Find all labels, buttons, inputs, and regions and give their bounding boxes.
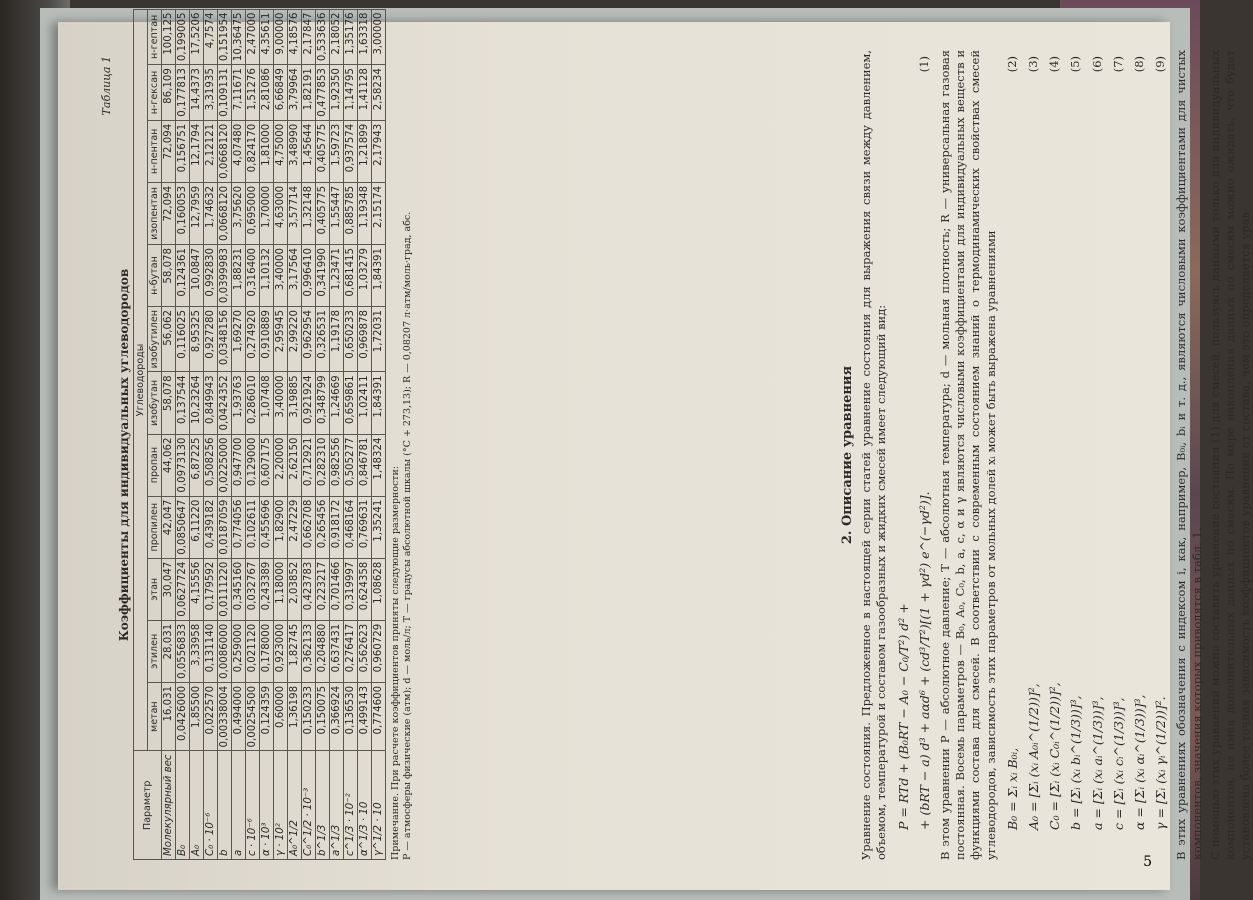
table-row: [260, 9, 274, 859]
param-cell: α^1/3 · 10: [358, 751, 372, 860]
table-inner: [100, 12, 830, 860]
value-cell: 0,494000: [232, 682, 246, 751]
value-cell: 0,774056: [232, 496, 246, 558]
value-cell: 0,341990: [316, 244, 330, 306]
value-cell: 0,326531: [316, 307, 330, 372]
column-header: н-гексан: [148, 65, 162, 121]
equation-1b: [917, 50, 932, 830]
value-cell: 0,468164: [344, 496, 358, 558]
group-header: Углеводороды: [134, 9, 148, 751]
value-cell: 1,85500: [190, 682, 204, 751]
value-cell: 0,124361: [176, 244, 190, 306]
value-cell: 4,35611: [260, 9, 274, 65]
equation-number: (4): [1047, 56, 1062, 73]
value-cell: 3,79964: [288, 65, 302, 121]
equation-number: (2): [1004, 56, 1019, 73]
value-cell: 3,40000: [274, 244, 288, 306]
equation-text: C₀ = [Σᵢ (xᵢ C₀ᵢ^(1/2))]²,: [1047, 682, 1063, 830]
value-cell: 3,33958: [190, 620, 204, 682]
value-cell: 0,319997: [344, 558, 358, 620]
value-cell: 0,405775: [316, 182, 330, 244]
param-cell: b: [218, 751, 232, 860]
param-cell: γ^1/2 · 10: [372, 751, 386, 860]
column-header: этилен: [148, 620, 162, 682]
equation-2: [1005, 50, 1020, 830]
value-cell: 1,82900: [274, 496, 288, 558]
value-cell: 1,45644: [302, 120, 316, 182]
column-header: изопентан: [148, 182, 162, 244]
column-header-row: [148, 9, 162, 859]
equation-number: (5): [1068, 56, 1083, 73]
value-cell: 0,178000: [260, 620, 274, 682]
value-cell: 0,0556833: [176, 620, 190, 682]
table-row: [344, 9, 358, 859]
value-cell: 1,93763: [232, 372, 246, 434]
value-cell: 1,07408: [260, 372, 274, 434]
value-cell: 4,63000: [274, 182, 288, 244]
table-row: [232, 9, 246, 859]
column-header: н-бутан: [148, 244, 162, 306]
value-cell: 0,129000: [246, 434, 260, 496]
value-cell: 0,243389: [260, 558, 274, 620]
value-cell: 6,11220: [190, 496, 204, 558]
value-cell: 6,87225: [190, 434, 204, 496]
param-cell: C₀ · 10⁻⁶: [204, 751, 218, 860]
value-cell: 0,124359: [260, 682, 274, 751]
value-cell: 1,08628: [372, 558, 386, 620]
value-cell: 0,923000: [274, 620, 288, 682]
equation-number: (3): [1026, 56, 1041, 73]
value-cell: 56,062: [162, 307, 176, 372]
value-cell: 12,1794: [190, 120, 204, 182]
coefficients-table: [133, 9, 386, 860]
table-row: [372, 9, 386, 859]
value-cell: 0,0187059: [218, 496, 232, 558]
value-cell: 0,316400: [246, 244, 260, 306]
value-cell: 0,102611: [246, 496, 260, 558]
value-cell: 1,21899: [358, 120, 372, 182]
param-cell: c^1/3 · 10⁻²: [344, 751, 358, 860]
value-cell: 1,10132: [260, 244, 274, 306]
table-row: [190, 9, 204, 859]
value-cell: 0,151954: [218, 9, 232, 65]
value-cell: 10,23264: [190, 372, 204, 434]
paragraph-indices: В этих уравнениях обозначения с индексом i, как, например, B₀ᵢ, bᵢ и т. д., являются числовыми коэффициентами для чистых компонентов, значения которых приводятся в табл. 1.: [1174, 50, 1204, 860]
value-cell: 0,927280: [204, 307, 218, 372]
value-cell: 1,19348: [358, 182, 372, 244]
column-header: изобутан: [148, 372, 162, 434]
value-cell: 14,4373: [190, 65, 204, 121]
equation-8: [1132, 50, 1147, 830]
value-cell: 2,17847: [302, 9, 316, 65]
value-cell: 0,156751: [176, 120, 190, 182]
table-notes: [390, 50, 414, 860]
value-cell: 1,59723: [330, 120, 344, 182]
table-row: [316, 9, 330, 859]
value-cell: 0,962954: [302, 307, 316, 372]
value-cell: 0,0973130: [176, 434, 190, 496]
note-line: P — атмосферы физические (атм); d — моль/л; T — градусы абсолютной шкалы (°С + 273,13); R — 0,08207 л·атм/моль·град, абс.: [402, 211, 413, 860]
value-cell: 0,960729: [372, 620, 386, 682]
equation-text: c = [Σᵢ (xᵢ cᵢ^(1/3))]³,: [1110, 697, 1126, 830]
text-column: [840, 50, 1253, 860]
value-cell: 17,5206: [190, 9, 204, 65]
value-cell: 100,125: [162, 9, 176, 65]
value-cell: 1,74632: [204, 182, 218, 244]
value-cell: 2,58234: [372, 65, 386, 121]
value-cell: 1,88231: [232, 244, 246, 306]
section-title: 2. Описание уравнения: [840, 365, 855, 545]
value-cell: 1,55447: [330, 182, 344, 244]
value-cell: 2,18052: [330, 9, 344, 65]
value-cell: 1,48324: [372, 434, 386, 496]
param-cell: A₀: [190, 751, 204, 860]
value-cell: 1,24669: [330, 372, 344, 434]
equation-7: [1111, 50, 1126, 830]
equation-text: A₀ = [Σᵢ (xᵢ A₀ᵢ^(1/2))]²,: [1026, 683, 1042, 830]
value-cell: 0,021120: [246, 620, 260, 682]
value-cell: 0,0426000: [176, 682, 190, 751]
column-header: этан: [148, 558, 162, 620]
value-cell: 0,624358: [358, 558, 372, 620]
value-cell: 1,92350: [330, 65, 344, 121]
note-line: Примечание. При расчете коэффициентов приняты следующие размерности:: [390, 465, 401, 860]
value-cell: 0,0399983: [218, 244, 232, 306]
value-cell: 0,179592: [204, 558, 218, 620]
equation-3: [1026, 50, 1041, 830]
value-cell: 4,07480: [232, 120, 246, 182]
value-cell: 0,423783: [302, 558, 316, 620]
value-cell: 1,84391: [372, 244, 386, 306]
value-cell: 8,95325: [190, 307, 204, 372]
equation-number: (6): [1089, 56, 1104, 73]
equation-number: (8): [1132, 56, 1147, 73]
value-cell: 0,533636: [316, 9, 330, 65]
page-number: 5: [1143, 854, 1152, 870]
value-cell: 0,131140: [204, 620, 218, 682]
value-cell: 0,681415: [344, 244, 358, 306]
value-cell: 2,12121: [204, 120, 218, 182]
table-label: Таблица 1: [100, 56, 113, 116]
paragraph-intro: Уравнение состояния. Предложенное в настоящей серии статей уравнение состояния для выражения связи между давлением, объемом, температурой и составом газообразных и жидких смесей имеет следующий вид:: [859, 50, 889, 860]
page-content-rotated: [58, 12, 1253, 890]
param-cell: Молекулярный вес: [162, 751, 176, 860]
value-cell: 1,69270: [232, 307, 246, 372]
value-cell: 0,366924: [330, 682, 344, 751]
equation-number: (1): [916, 56, 931, 73]
value-cell: 0,846781: [358, 434, 372, 496]
value-cell: 0,405775: [316, 120, 330, 182]
value-cell: 3,57714: [288, 182, 302, 244]
equation-4: [1047, 50, 1062, 830]
value-cell: 0,769631: [358, 496, 372, 558]
param-cell: a: [232, 751, 246, 860]
value-cell: 30,047: [162, 558, 176, 620]
equation-number: (9): [1153, 56, 1168, 73]
paragraph-mixtures: С помощью этих уравнений можно составить уравнение состояния (1) для смесей, пользуясь данными только для индивидуальных компонентов, не имея дополнительных данных по смесям. По мере накопления данных по смесям можно ожидать, что будет установлена более точная зависимость коэффициентов уравнения от состава, чем это определяется урав-: [1207, 50, 1253, 860]
param-cell: α · 10³: [260, 751, 274, 860]
param-header: Параметр: [134, 751, 162, 860]
value-cell: 2,62150: [288, 434, 302, 496]
value-cell: 1,63318: [358, 9, 372, 65]
param-cell: C₀^1/2 · 10⁻³: [302, 751, 316, 860]
value-cell: 42,047: [162, 496, 176, 558]
value-cell: 0,150233: [302, 682, 316, 751]
value-cell: 0,921924: [302, 372, 316, 434]
value-cell: 0,137544: [176, 372, 190, 434]
value-cell: 0,109131: [218, 65, 232, 121]
value-cell: 0,136530: [344, 682, 358, 751]
param-cell: c · 10⁻⁶: [246, 751, 260, 860]
value-cell: 4,18576: [288, 9, 302, 65]
value-cell: 2,17943: [372, 120, 386, 182]
column-header: н-гептан: [148, 9, 162, 65]
value-cell: 0,0111220: [218, 558, 232, 620]
value-cell: 7,11671: [232, 65, 246, 121]
value-cell: 4,7574: [204, 9, 218, 65]
value-cell: 1,02411: [358, 372, 372, 434]
equation-9: [1153, 50, 1168, 830]
value-cell: 0,0668120: [218, 182, 232, 244]
equation-list: [1005, 50, 1169, 860]
value-cell: 58,078: [162, 372, 176, 434]
value-cell: 0,662708: [302, 496, 316, 558]
value-cell: 1,03279: [358, 244, 372, 306]
value-cell: 0,116025: [176, 307, 190, 372]
value-cell: 0,00338004: [218, 682, 232, 751]
value-cell: 0,885785: [344, 182, 358, 244]
value-cell: 0,60000: [274, 682, 288, 751]
value-cell: 0,150075: [316, 682, 330, 751]
value-cell: 1,84391: [372, 372, 386, 434]
column-header: метан: [148, 682, 162, 751]
value-cell: 3,48990: [288, 120, 302, 182]
value-cell: 0,259000: [232, 620, 246, 682]
value-cell: 0,982556: [330, 434, 344, 496]
value-cell: 0,947700: [232, 434, 246, 496]
value-cell: 0,0424352: [218, 372, 232, 434]
value-cell: 0,0225000: [218, 434, 232, 496]
value-cell: 0,508256: [204, 434, 218, 496]
table-row: [246, 9, 260, 859]
value-cell: 1,23471: [330, 244, 344, 306]
value-cell: 1,51276: [246, 65, 260, 121]
value-cell: 1,35241: [372, 496, 386, 558]
value-cell: 72,094: [162, 120, 176, 182]
value-cell: 0,849943: [204, 372, 218, 434]
value-cell: 0,992830: [204, 244, 218, 306]
value-cell: 0,637431: [330, 620, 344, 682]
value-cell: 1,35176: [344, 9, 358, 65]
paragraph-definitions: В этом уравнении P — абсолютное давление; T — абсолютная температура; d — мольная плотность; R — универсальная газовая постоянная. Восемь параметров — B₀, A₀, C₀, b, a, c, α и γ являются числовыми коэффициентами для индивидуальных веществ и функциями состава для смесей. В соответствии с современным состоянием знаний о термодинамических свойствах смесей углеводородов, зависимость этих параметров от мольных долей xᵢ может быть выражена уравнениями: [938, 50, 998, 860]
book-page: [58, 12, 1253, 890]
value-cell: 0,455696: [260, 496, 274, 558]
table-row: [358, 9, 372, 859]
value-cell: 2,81086: [260, 65, 274, 121]
value-cell: 1,14795: [344, 65, 358, 121]
equation-text: b = [Σᵢ (xᵢ bᵢ^(1/3))]³,: [1068, 695, 1084, 830]
value-cell: 0,223217: [316, 558, 330, 620]
value-cell: 0,274920: [246, 307, 260, 372]
value-cell: 0,0348156: [218, 307, 232, 372]
value-cell: 3,31935: [204, 65, 218, 121]
value-cell: 0,910889: [260, 307, 274, 372]
value-cell: 1,32148: [302, 182, 316, 244]
value-cell: 2,47229: [288, 496, 302, 558]
value-cell: 0,276417: [344, 620, 358, 682]
table-title: Коэффициенты для индивидуальных углеводородов: [117, 268, 131, 642]
table-row: [274, 9, 288, 859]
equation-5: [1068, 50, 1083, 830]
value-cell: 0,032767: [246, 558, 260, 620]
value-cell: 3,00000: [372, 9, 386, 65]
value-cell: 2,15174: [372, 182, 386, 244]
equation-text: P = RTd + (B₀RT − A₀ − C₀/T²) d² +: [895, 603, 911, 830]
table-row: [218, 9, 232, 859]
value-cell: 0,937574: [344, 120, 358, 182]
equation-text: + (bRT − a) d³ + aαd⁶ + (cd³/T²)[(1 + γd²) e^(−γd²)].: [916, 491, 932, 830]
value-cell: 0,345160: [232, 558, 246, 620]
column-header: пропан: [148, 434, 162, 496]
value-cell: 0,712921: [302, 434, 316, 496]
text-column-inner: [840, 50, 1253, 860]
value-cell: 0,0627724: [176, 558, 190, 620]
value-cell: 10,36475: [232, 9, 246, 65]
value-cell: 4,75000: [274, 120, 288, 182]
param-cell: a^1/3: [330, 751, 344, 860]
param-cell: A₀^1/2: [288, 751, 302, 860]
value-cell: 0,701466: [330, 558, 344, 620]
value-cell: 0,199005: [176, 9, 190, 65]
value-cell: 3,19885: [288, 372, 302, 434]
value-cell: 1,41128: [358, 65, 372, 121]
value-cell: 0,477853: [316, 65, 330, 121]
value-cell: 0,774600: [372, 682, 386, 751]
value-cell: 0,969878: [358, 307, 372, 372]
value-cell: 1,82745: [288, 620, 302, 682]
value-cell: 0,505277: [344, 434, 358, 496]
equation-text: a = [Σᵢ (xᵢ aᵢ^(1/3))]³,: [1089, 696, 1105, 830]
value-cell: 0,177813: [176, 65, 190, 121]
value-cell: 0,022570: [204, 682, 218, 751]
value-cell: 0,918172: [330, 496, 344, 558]
param-cell: γ · 10²: [274, 751, 288, 860]
value-cell: 1,36198: [288, 682, 302, 751]
value-cell: 2,99220: [288, 307, 302, 372]
value-cell: 0,0668120: [218, 120, 232, 182]
table-row: [204, 9, 218, 859]
table-row: [162, 9, 176, 859]
value-cell: 2,20000: [274, 434, 288, 496]
value-cell: 10,0847: [190, 244, 204, 306]
value-cell: 0,824170: [246, 120, 260, 182]
equation-6: [1090, 50, 1105, 830]
value-cell: 3,40000: [274, 372, 288, 434]
value-cell: 0,695000: [246, 182, 260, 244]
value-cell: 0,265456: [316, 496, 330, 558]
value-cell: 1,70000: [260, 182, 274, 244]
value-cell: 3,17564: [288, 244, 302, 306]
value-cell: 3,75620: [232, 182, 246, 244]
value-cell: 0,0850647: [176, 496, 190, 558]
table-body: [162, 9, 386, 859]
table-row: [330, 9, 344, 859]
value-cell: 2,03852: [288, 558, 302, 620]
value-cell: 2,47000: [246, 9, 260, 65]
value-cell: 1,18000: [274, 558, 288, 620]
table-row: [176, 9, 190, 859]
equation-text: B₀ = Σᵢ xᵢ B₀ᵢ,: [1004, 747, 1020, 830]
value-cell: 0,0086000: [218, 620, 232, 682]
table-row: [302, 9, 316, 859]
value-cell: 0,00254500: [246, 682, 260, 751]
equation-text: γ = [Σᵢ (xᵢ γᵢ^(1/2))]².: [1153, 696, 1169, 830]
value-cell: 2,95945: [274, 307, 288, 372]
value-cell: 0,362133: [302, 620, 316, 682]
value-cell: 58,078: [162, 244, 176, 306]
value-cell: 6,66849: [274, 65, 288, 121]
value-cell: 9,00000: [274, 9, 288, 65]
column-header: пропилен: [148, 496, 162, 558]
value-cell: 0,996410: [302, 244, 316, 306]
value-cell: 1,19178: [330, 307, 344, 372]
value-cell: 4,15556: [190, 558, 204, 620]
value-cell: 0,439182: [204, 496, 218, 558]
equation-text: α = [Σᵢ (xᵢ αᵢ^(1/3))]³,: [1132, 694, 1148, 830]
table-area: [100, 12, 830, 860]
value-cell: 0,348799: [316, 372, 330, 434]
value-cell: 44,062: [162, 434, 176, 496]
value-cell: 1,82191: [302, 65, 316, 121]
value-cell: 1,81000: [260, 120, 274, 182]
table-row: [288, 9, 302, 859]
column-header: н-пентан: [148, 120, 162, 182]
value-cell: 0,607175: [260, 434, 274, 496]
column-header: изобутилен: [148, 307, 162, 372]
value-cell: 86,109: [162, 65, 176, 121]
equation-number: (7): [1110, 56, 1125, 73]
value-cell: 0,282310: [316, 434, 330, 496]
value-cell: 1,72031: [372, 307, 386, 372]
value-cell: 0,659861: [344, 372, 358, 434]
value-cell: 12,7959: [190, 182, 204, 244]
value-cell: 0,650233: [344, 307, 358, 372]
value-cell: 0,499143: [358, 682, 372, 751]
value-cell: 72,094: [162, 182, 176, 244]
value-cell: 0,160053: [176, 182, 190, 244]
value-cell: 0,286010: [246, 372, 260, 434]
equation-1a: [896, 50, 911, 830]
param-cell: B₀: [176, 751, 190, 860]
param-cell: b^1/3: [316, 751, 330, 860]
value-cell: 0,204880: [316, 620, 330, 682]
value-cell: 0,562623: [358, 620, 372, 682]
value-cell: 28,031: [162, 620, 176, 682]
value-cell: 16,031: [162, 682, 176, 751]
